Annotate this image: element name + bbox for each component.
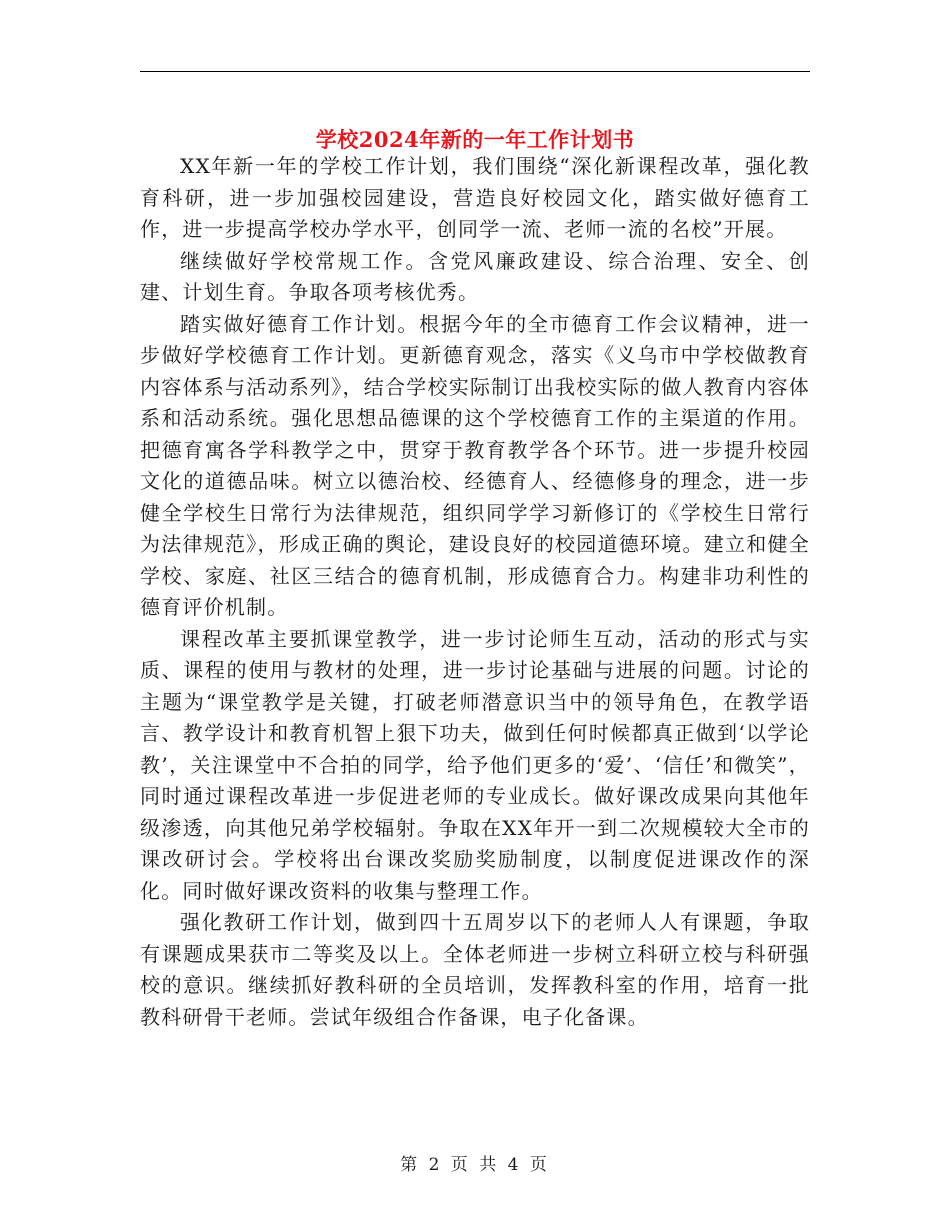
document-body <box>140 151 810 1033</box>
paragraph-teaching-research: 强化教研工作计划，做到四十五周岁以下的老师人人有课题，争取有课题成果获市二等奖及以上。全体老师进一步树立科研立校与科研强校的意识。继续抓好教科研的全员培训，发挥教科室的作用，培育一批教科研骨干老师。尝试年级组合作备课，电子化备课。 <box>140 910 810 1029</box>
page-number-footer: 第 2 页 共 4 页 <box>400 1155 550 1175</box>
header-rule <box>140 71 810 72</box>
paragraph-curriculum-reform: 课程改革主要抓课堂教学，进一步讨论师生互动，活动的形式与实质、课程的使用与教材的处理，进一步讨论基础与进展的问题。讨论的主题为“课堂教学是关键，打破老师潜意识当中的领导角色，在教学语言、教学设计和教育机智上狠下功夫，做到任何时候都真正做到‘以学论教’，关注课堂中不合拍的同学，给予他们更多的‘爱’、‘信任’和微笑”，同时通过课程改革进一步促进老师的专业成长。做好课改成果向其他年级渗透，向其他兄弟学校辐射。争取在XX年开一到二次规模较大全市的课改研讨会。学校将出台课改奖励奖励制度，以制度促进课改作的深化。同时做好课改资料的收集与整理工作。 <box>140 626 810 903</box>
paragraph-moral-education: 踏实做好德育工作计划。根据今年的全市德育工作会议精神，进一步做好学校德育工作计划。更新德育观念，落实《义乌市中学校做教育内容体系与活动系列》，结合学校实际制订出我校实际的做人教育内容体系和活动系统。强化思想品德课的这个学校德育工作的主渠道的作用。把德育寓各学科教学之中，贯穿于教育教学各个环节。进一步提升校园文化的道德品味。树立以德治校、经德育人、经德修身的理念，进一步健全学校生日常行为法律规范，组织同学学习新修订的《学校生日常行为法律规范》，形成正确的舆论，建设良好的校园道德环境。建立和健全学校、家庭、社区三结合的德育机制，形成德育合力。构建非功利性的德育评价机制。 <box>140 311 810 619</box>
paragraph-intro: XX年新一年的学校工作计划，我们围绕“深化新课程改革，强化教育科研，进一步加强校园建设，营造良好校园文化，踏实做好德育工作，进一步提高学校办学水平，创同学一流、老师一流的名校”开展。 <box>140 154 810 241</box>
document-title: 学校2024年新的一年工作计划书 <box>315 127 635 153</box>
paragraph-routine-work: 继续做好学校常规工作。含党风廉政建设、综合治理、安全、创建、计划生育。争取各项考核优秀。 <box>140 248 810 304</box>
